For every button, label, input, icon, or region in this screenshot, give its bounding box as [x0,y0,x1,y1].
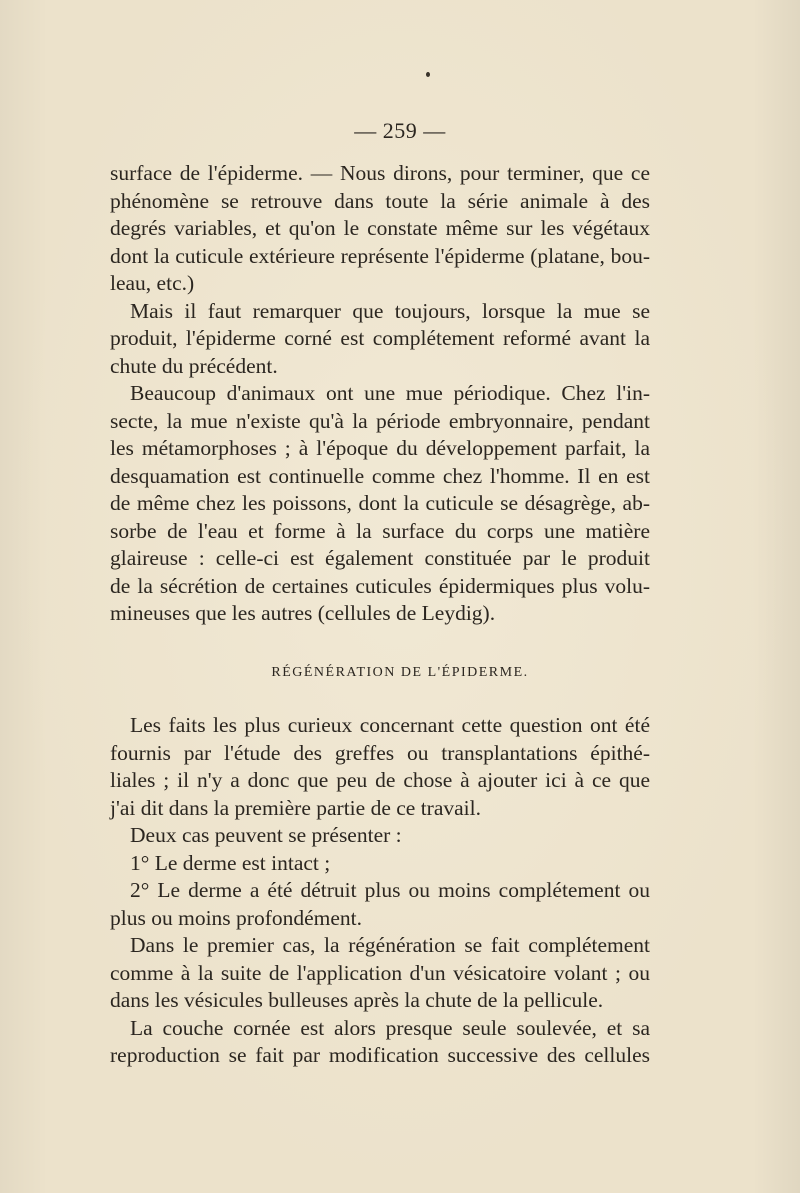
text-line: de la sécrétion de certaines cuticules épidermiques plus volu- [110,573,650,598]
text-line: chute du précédent. [110,353,278,378]
text-line: fournis par l'étude des greffes ou transplantations épithé- [110,740,650,765]
text-line: Les faits les plus curieux concernant cette question ont été [130,713,650,737]
text-line: plus ou moins profondément. [110,905,363,930]
text-line: dans les vésicules bulleuses après la chute de la pellicule. [110,988,604,1012]
text-line: La couche cornée est alors presque seule soulevée, et sa [130,1015,650,1040]
text-line: glaireuse : celle-ci est également constituée par le produit [110,546,650,570]
text-line: de même chez les poissons, dont la cuticule se désagrège, ab- [110,491,650,515]
text-line: 1° Le derme est intact ; [130,850,331,875]
text-line: desquamation est continuelle comme chez l'homme. Il en est [110,463,650,488]
text-line: degrés variables, et qu'on le constate même sur les végétaux [110,216,650,240]
text-line: surface de l'épiderme. — Nous dirons, pour terminer, que ce [110,161,650,185]
page-number: — 259 — [354,118,446,143]
text-line: sorbe de l'eau et forme à la surface du corps une matière [110,518,650,543]
text-line: dont la cuticule extérieure représente l'épiderme (platane, bou- [110,243,650,268]
text-line: comme à la suite de l'application d'un vésicatoire volant ; ou [110,960,650,985]
section-heading: RÉGÉNÉRATION DE L'ÉPIDERME. [271,665,529,680]
text-line: les métamorphoses ; à l'époque du développement parfait, la [110,436,650,460]
text-line: 2° Le derme a été détruit plus ou moins complétement ou [130,878,650,902]
text-line: Deux cas peuvent se présenter : [130,823,402,847]
text-line: Dans le premier cas, la régénération se fait complétement [130,933,650,957]
text-line: produit, l'épiderme corné est complétement reformé avant la [110,326,650,350]
text-line: liales ; il n'y a donc que peu de chose à ajouter ici à ce que [110,768,650,792]
text-line: mineuses que les autres (cellules de Leydig). [110,601,496,625]
text-line: Beaucoup d'animaux ont une mue périodique. Chez l'in- [130,381,650,405]
body-text-bottom [110,712,650,1070]
text-line: secte, la mue n'existe qu'à la période embryonnaire, pendant [110,408,650,433]
text-line: leau, etc.) [110,271,195,295]
text-line: j'ai dit dans la première partie de ce travail. [110,795,481,820]
text-line: Mais il faut remarquer que toujours, lorsque la mue se [130,298,650,323]
text-line: reproduction se fait par modification successive des cellules [110,1043,650,1067]
body-text-top [110,160,650,628]
ink-speck [426,72,430,77]
text-line: phénomène se retrouve dans toute la série animale à des [110,188,650,213]
